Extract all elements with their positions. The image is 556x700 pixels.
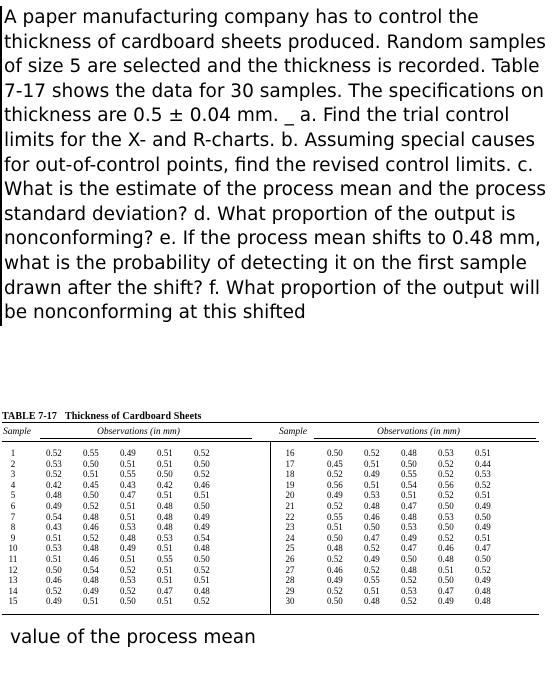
observation-value: 0.52 (364, 543, 380, 554)
observation-value: 0.50 (194, 458, 210, 469)
table-column-divider (270, 442, 271, 614)
observation-value: 0.52 (120, 585, 136, 596)
sample-number: 9 (10, 532, 16, 543)
observation-value: 0.55 (327, 511, 343, 522)
observation-value: 0.51 (401, 490, 417, 501)
table-row (2, 459, 231, 470)
observation-value: 0.53 (120, 522, 136, 533)
observation-value: 0.50 (83, 490, 99, 501)
observation-value: 0.52 (475, 479, 491, 490)
observation-value: 0.52 (475, 564, 491, 575)
observation-value: 0.46 (364, 511, 380, 522)
observation-value: 0.51 (157, 490, 173, 501)
observation-value: 0.48 (157, 511, 173, 522)
table-row (279, 543, 512, 554)
sample-number: 22 (285, 511, 295, 522)
table-row (279, 459, 512, 470)
observation-value: 0.55 (120, 469, 136, 480)
observation-value: 0.52 (194, 448, 210, 458)
table-body (2, 442, 539, 614)
observation-value: 0.52 (327, 585, 343, 596)
observation-value: 0.52 (194, 469, 210, 480)
observation-value: 0.48 (327, 543, 343, 554)
observation-value: 0.46 (83, 522, 99, 533)
observation-value: 0.52 (438, 490, 454, 501)
observation-value: 0.49 (438, 596, 454, 607)
observation-value: 0.48 (401, 511, 417, 522)
observation-value: 0.52 (364, 448, 380, 458)
observation-value: 0.50 (327, 596, 343, 607)
header-observations-right: Observations (in mm) (377, 427, 460, 437)
observation-value: 0.52 (327, 469, 343, 480)
observation-value: 0.50 (120, 596, 136, 607)
sample-number: 11 (8, 553, 18, 564)
table-header-row (2, 423, 539, 441)
sample-number: 4 (10, 479, 16, 490)
observation-value: 0.51 (157, 575, 173, 586)
header-sample-left: Sample (3, 427, 31, 437)
observation-value: 0.56 (438, 479, 454, 490)
observation-value: 0.54 (83, 564, 99, 575)
table-row (2, 522, 231, 533)
observation-value: 0.46 (83, 553, 99, 564)
table-row (2, 501, 231, 512)
table-title (2, 411, 539, 422)
observation-value: 0.52 (401, 596, 417, 607)
table-row (2, 565, 231, 576)
sample-number: 21 (285, 500, 295, 511)
table-row (2, 596, 231, 607)
table-row (2, 512, 231, 523)
observation-value: 0.50 (438, 575, 454, 586)
table-row (2, 533, 231, 544)
header-sample-right: Sample (279, 427, 307, 437)
observation-value: 0.48 (157, 500, 173, 511)
table-row (279, 533, 512, 544)
observation-value: 0.50 (438, 500, 454, 511)
observation-value: 0.47 (438, 585, 454, 596)
observation-value: 0.51 (475, 532, 491, 543)
observation-value: 0.48 (401, 448, 417, 458)
observation-value: 0.51 (194, 490, 210, 501)
table-row (279, 469, 512, 480)
sample-number: 19 (285, 479, 295, 490)
sample-number: 13 (8, 575, 18, 586)
observation-value: 0.56 (327, 479, 343, 490)
observation-value: 0.49 (475, 575, 491, 586)
observation-value: 0.48 (46, 490, 62, 501)
sample-number: 29 (285, 585, 295, 596)
observation-value: 0.52 (120, 564, 136, 575)
table-row (2, 575, 231, 586)
observation-value: 0.49 (120, 448, 136, 458)
table-row (279, 522, 512, 533)
observation-value: 0.51 (364, 479, 380, 490)
observation-value: 0.48 (438, 553, 454, 564)
table-row (279, 554, 512, 565)
observation-value: 0.53 (475, 469, 491, 480)
sample-number: 20 (285, 490, 295, 501)
question-text: A paper manufacturing company has to control the thickness of cardboard sheets produced. Random samples of size 5 are selected and the thickness is recorded. Table 7-17 shows the data for 30 samples. The specifications on thickness are 0.5 ± 0.04 mm. _ a. Find the trial control limits for the X- and R-charts. b. Assuming special causes for out-of-control points, find the revised control limits. c. What is the estimate of the process mean and the process standard deviation? d. What proportion of the output is nonconforming? e. If the process mean shifts to 0.48 mm, what is the probability of detecting it on the first sample drawn after the shift? f. What proportion of the output will be nonconforming at this shifted (0, 6, 552, 326)
header-underline-right (314, 438, 536, 439)
sample-number: 12 (8, 564, 18, 575)
observation-value: 0.46 (194, 479, 210, 490)
observation-value: 0.53 (46, 458, 62, 469)
observation-value: 0.52 (83, 532, 99, 543)
sample-number: 14 (8, 585, 18, 596)
observation-value: 0.55 (157, 553, 173, 564)
observation-value: 0.49 (120, 543, 136, 554)
observation-value: 0.53 (157, 532, 173, 543)
observation-value: 0.49 (46, 500, 62, 511)
observation-value: 0.51 (327, 522, 343, 533)
observation-value: 0.52 (401, 575, 417, 586)
table-right-half (279, 448, 512, 607)
table-row (279, 448, 512, 459)
observation-value: 0.48 (120, 532, 136, 543)
observation-value: 0.53 (438, 448, 454, 458)
observation-value: 0.48 (157, 522, 173, 533)
observation-value: 0.51 (120, 511, 136, 522)
observation-value: 0.48 (194, 585, 210, 596)
table-row (279, 575, 512, 586)
observation-value: 0.52 (327, 553, 343, 564)
sample-number: 27 (285, 564, 295, 575)
sample-number: 5 (10, 490, 16, 501)
table-row (2, 448, 231, 459)
observation-value: 0.52 (83, 500, 99, 511)
observation-value: 0.48 (83, 543, 99, 554)
observation-value: 0.50 (46, 564, 62, 575)
observation-value: 0.48 (83, 575, 99, 586)
observation-value: 0.49 (327, 575, 343, 586)
observation-value: 0.48 (194, 543, 210, 554)
header-observations-left: Observations (in mm) (97, 427, 180, 437)
sample-number: 28 (285, 575, 295, 586)
observation-value: 0.49 (475, 522, 491, 533)
observation-value: 0.48 (364, 500, 380, 511)
observation-value: 0.51 (120, 553, 136, 564)
observation-value: 0.50 (327, 448, 343, 458)
observation-value: 0.49 (401, 532, 417, 543)
sample-number: 1 (10, 448, 16, 458)
observation-value: 0.48 (83, 511, 99, 522)
observation-value: 0.51 (157, 458, 173, 469)
observation-value: 0.51 (438, 564, 454, 575)
sample-number: 17 (285, 458, 295, 469)
observation-value: 0.51 (120, 500, 136, 511)
observation-value: 0.51 (364, 458, 380, 469)
observation-value: 0.49 (475, 500, 491, 511)
observation-value: 0.47 (475, 543, 491, 554)
table-bottom-rule (2, 614, 539, 615)
observation-value: 0.51 (194, 575, 210, 586)
sample-number: 8 (10, 522, 16, 533)
data-table (2, 411, 539, 615)
sample-number: 2 (10, 458, 16, 469)
observation-value: 0.42 (157, 479, 173, 490)
sample-number: 15 (8, 596, 18, 607)
observation-value: 0.52 (46, 469, 62, 480)
observation-value: 0.51 (157, 596, 173, 607)
observation-value: 0.46 (438, 543, 454, 554)
observation-value: 0.50 (364, 522, 380, 533)
table-row (279, 596, 512, 607)
observation-value: 0.51 (157, 448, 173, 458)
observation-value: 0.52 (194, 564, 210, 575)
footer-question-text: value of the process mean (10, 627, 256, 648)
observation-value: 0.50 (194, 500, 210, 511)
observation-value: 0.49 (327, 490, 343, 501)
sample-number: 10 (8, 543, 18, 554)
sample-number: 6 (10, 500, 16, 511)
observation-value: 0.50 (401, 553, 417, 564)
observation-value: 0.45 (83, 479, 99, 490)
table-row (2, 469, 231, 480)
observation-value: 0.47 (401, 500, 417, 511)
observation-value: 0.50 (157, 469, 173, 480)
table-row (279, 565, 512, 576)
observation-value: 0.53 (401, 585, 417, 596)
observation-value: 0.48 (364, 596, 380, 607)
observation-value: 0.51 (46, 553, 62, 564)
table-row (2, 586, 231, 597)
sample-number: 7 (10, 511, 16, 522)
observation-value: 0.52 (364, 564, 380, 575)
observation-value: 0.50 (475, 553, 491, 564)
observation-value: 0.54 (46, 511, 62, 522)
observation-value: 0.50 (475, 511, 491, 522)
sample-number: 23 (285, 522, 295, 533)
table-row (2, 490, 231, 501)
sample-number: 18 (285, 469, 295, 480)
table-row (2, 554, 231, 565)
observation-value: 0.43 (120, 479, 136, 490)
table-row (279, 490, 512, 501)
observation-value: 0.49 (46, 596, 62, 607)
observation-value: 0.46 (46, 575, 62, 586)
sample-number: 25 (285, 543, 295, 554)
table-row (279, 501, 512, 512)
observation-value: 0.51 (364, 585, 380, 596)
observation-value: 0.52 (438, 532, 454, 543)
observation-value: 0.47 (364, 532, 380, 543)
table-row (2, 480, 231, 491)
sample-number: 26 (285, 553, 295, 564)
sample-number: 24 (285, 532, 295, 543)
observation-value: 0.46 (327, 564, 343, 575)
observation-value: 0.52 (438, 458, 454, 469)
observation-value: 0.49 (194, 511, 210, 522)
observation-value: 0.51 (475, 490, 491, 501)
observation-value: 0.52 (46, 448, 62, 458)
observation-value: 0.52 (327, 500, 343, 511)
observation-value: 0.55 (364, 575, 380, 586)
observation-value: 0.42 (46, 479, 62, 490)
observation-value: 0.45 (327, 458, 343, 469)
observation-value: 0.53 (46, 543, 62, 554)
sample-number: 3 (10, 469, 16, 480)
observation-value: 0.52 (46, 585, 62, 596)
observation-value: 0.54 (401, 479, 417, 490)
observation-value: 0.55 (83, 448, 99, 458)
observation-value: 0.52 (194, 596, 210, 607)
observation-value: 0.50 (194, 553, 210, 564)
observation-value: 0.51 (120, 458, 136, 469)
observation-value: 0.48 (401, 564, 417, 575)
observation-value: 0.51 (83, 596, 99, 607)
table-left-half (2, 448, 231, 607)
observation-value: 0.51 (83, 469, 99, 480)
observation-value: 0.49 (194, 522, 210, 533)
observation-value: 0.51 (157, 564, 173, 575)
observation-value: 0.50 (83, 458, 99, 469)
observation-value: 0.47 (120, 490, 136, 501)
table-row (279, 480, 512, 491)
observation-value: 0.50 (327, 532, 343, 543)
observation-value: 0.48 (475, 596, 491, 607)
observation-value: 0.51 (475, 448, 491, 458)
sample-number: 30 (285, 596, 295, 607)
table-row (279, 512, 512, 523)
observation-value: 0.55 (401, 469, 417, 480)
observation-value: 0.53 (401, 522, 417, 533)
observation-value: 0.53 (438, 511, 454, 522)
observation-value: 0.48 (475, 585, 491, 596)
observation-value: 0.49 (83, 585, 99, 596)
observation-value: 0.49 (364, 469, 380, 480)
observation-value: 0.50 (401, 458, 417, 469)
observation-value: 0.51 (46, 532, 62, 543)
observation-value: 0.47 (401, 543, 417, 554)
observation-value: 0.53 (364, 490, 380, 501)
observation-value: 0.53 (120, 575, 136, 586)
observation-value: 0.51 (157, 543, 173, 554)
table-label: TABLE 7-17 (2, 411, 57, 422)
observation-value: 0.52 (438, 469, 454, 480)
observation-value: 0.47 (157, 585, 173, 596)
observation-value: 0.43 (46, 522, 62, 533)
observation-value: 0.44 (475, 458, 491, 469)
observation-value: 0.49 (364, 553, 380, 564)
table-row (279, 586, 512, 597)
observation-value: 0.54 (194, 532, 210, 543)
sample-number: 16 (285, 448, 295, 458)
table-row (2, 543, 231, 554)
header-underline-left (40, 438, 252, 439)
observation-value: 0.50 (438, 522, 454, 533)
table-caption: Thickness of Cardboard Sheets (65, 411, 202, 422)
